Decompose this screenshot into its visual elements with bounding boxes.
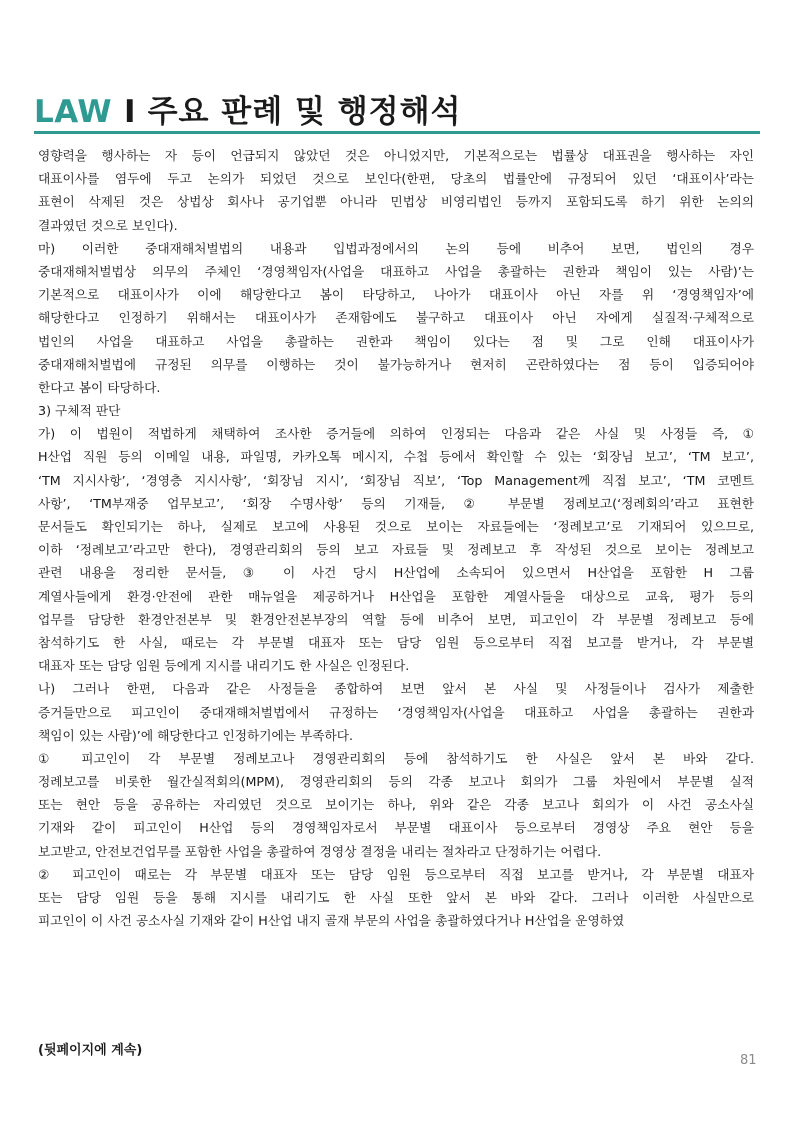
text-line: 또는 현안 등을 공유하는 자리였던 것으로 보이기는 하나, 위와 같은 각종 보고나 회의가 이 사건 공소사실 [38, 797, 754, 813]
text-line: 관련 내용을 정리한 문서들, ③ 이 사건 당시 H산업에 소속되어 있으면서 H산업을 포함한 H 그룹 [38, 565, 754, 581]
text-line: 중대재해처벌법상 의무의 주체인 ‘경영책임자(사업을 대표하고 사업을 총괄하는 권한과 책임이 있는 사람)’는 [38, 263, 754, 279]
text-line: 대표이사를 염두에 두고 논의가 되었던 것으로 보인다(한편, 당초의 법률안에 규정되어 있던 ‘대표이사’라는 [38, 171, 754, 187]
text-line: 책임이 있는 사람)’에 해당한다고 인정하기에는 부족하다. [38, 727, 354, 743]
text-line: 결과였던 것으로 보인다). [38, 217, 178, 233]
text-line: 가) 이 법원이 적법하게 채택하여 조사한 증거들에 의하여 인정되는 다음과 같은 사실 및 사정들 즉, ① [38, 426, 754, 442]
text-line: ② 피고인이 때로는 각 부문별 대표자 또는 담당 임원 등으로부터 직접 보고를 받거나, 각 부문별 대표자 [38, 866, 754, 882]
text-line: 기본적으로 대표이사가 이에 해당한다고 봄이 타당하고, 나아가 대표이사 아닌 자를 위 ‘경영책임자’에 [38, 287, 754, 303]
header-rule [34, 131, 760, 134]
text-line: 이하 ‘정례보고’라고만 한다), 경영관리회의 등의 보고 자료들 및 정례보고 후 작성된 것으로 보이는 정례보고 [38, 542, 754, 558]
text-line: 3) 구체적 판단 [38, 403, 121, 419]
text-line: 중대재해처벌법에 규정된 의무를 이행하는 것이 불가능하거나 현저히 곤란하였다는 점 등이 입증되어야 [38, 356, 754, 372]
text-line: 표현이 삭제된 것은 상법상 회사나 공기업뿐 아니라 민법상 비영리법인 등까지 포함되도록 하기 위한 논의의 [38, 194, 754, 210]
text-line: 증거들만으로 피고인이 중대재해처벌법에서 규정하는 ‘경영책임자(사업을 대표하고 사업을 총괄하는 권한과 [38, 704, 754, 720]
text-line: 마) 이러한 중대재해처벌법의 내용과 입법과정에서의 논의 등에 비추어 보면, 법인의 경우 [38, 240, 754, 256]
text-line: 피고인이 이 사건 공소사실 기재와 같이 H산업 내지 골재 부문의 사업을 총괄하였다거나 H산업을 운영하였 [38, 913, 625, 929]
text-line: 해당한다고 인정하기 위해서는 대표이사가 존재함에도 불구하고 대표이사 아닌 자에게 실질적·구체적으로 [38, 310, 754, 326]
page-title: 주요 판례 및 행정해석 [147, 94, 462, 130]
text-line: 참석하기도 한 사실, 때로는 각 부문별 대표자 또는 담당 임원 등으로부터 직접 보고를 받거나, 각 부문별 [38, 634, 754, 650]
text-line: 또는 담당 임원 등을 통해 지시를 내리기도 한 사실 또한 앞서 본 바와 같다. 그러나 이러한 사실만으로 [38, 890, 754, 905]
text-line: 보고받고, 안전보건업무를 포함한 사업을 총괄하여 경영상 결정을 내리는 절차라고 단정하기는 어렵다. [38, 843, 602, 859]
text-line: 영향력을 행사하는 자 등이 언급되지 않았던 것은 아니었지만, 기본적으로는 법률상 대표권을 행사하는 자인 [38, 148, 754, 163]
text-line: 계열사들에게 환경·안전에 관한 매뉴얼을 제공하거나 H산업을 포함한 계열사들을 대상으로 교육, 평가 등의 [38, 588, 754, 604]
text-line: 대표자 또는 담당 임원 등에게 지시를 내리기도 한 사실은 인정된다. [38, 658, 410, 674]
law-label: LAW [34, 94, 113, 130]
text-line: 사항’, ‘TM부재중 업무보고’, ‘회장 수명사항’ 등의 기재들, ② 부문별 정례보고(‘정례회의’라고 표현한 [38, 495, 754, 511]
continue-note: (뒷페이지에 계속) [38, 1043, 143, 1058]
body-text [38, 144, 754, 932]
text-line: 문서들도 확인되기는 하나, 실제로 보고에 사용된 것으로 보이는 자료들에는 ‘정례보고’로 기재되어 있으므로, [38, 519, 754, 534]
header-separator: I [124, 94, 136, 130]
text-line: 기재와 같이 피고인이 H산업 등의 경영책임자로서 부문별 대표이사 등으로부터 경영상 주요 현안 등을 [38, 820, 754, 836]
text-line: 정례보고를 비롯한 월간실적회의(MPM), 경영관리회의 등의 각종 보고나 회의가 그룹 차원에서 부문별 실적 [38, 774, 754, 790]
text-line: 나) 그러나 한편, 다음과 같은 사정들을 종합하여 보면 앞서 본 사실 및 사정들이나 검사가 제출한 [38, 681, 754, 697]
text-line: ‘TM 지시사항’, ‘경영층 지시사항’, ‘회장님 지시’, ‘회장님 직보’, ‘Top Management께 직접 보고’, ‘TM 코멘트 [38, 472, 754, 488]
text-line: 법인의 사업을 대표하고 사업을 총괄하는 권한과 책임이 있다는 점 및 그로 인해 대표이사가 [38, 333, 754, 349]
text-line: 업무를 담당한 환경안전본부 및 환경안전본부장의 역할 등에 비추어 보면, 피고인이 각 부문별 정례보고 등에 [38, 611, 754, 627]
page-number: 81 [740, 1053, 757, 1068]
text-line: 한다고 봄이 타당하다. [38, 379, 161, 395]
text-line: ① 피고인이 각 부문별 정례보고나 경영관리회의 등에 참석하기도 한 사실은 앞서 본 바와 같다. [38, 750, 754, 766]
page-header [34, 86, 760, 130]
text-line: H산업 직원 등의 이메일 내용, 파일명, 카카오톡 메시지, 수첩 등에서 확인할 수 있는 ‘회장님 보고’, ‘TM 보고’, [38, 449, 754, 465]
